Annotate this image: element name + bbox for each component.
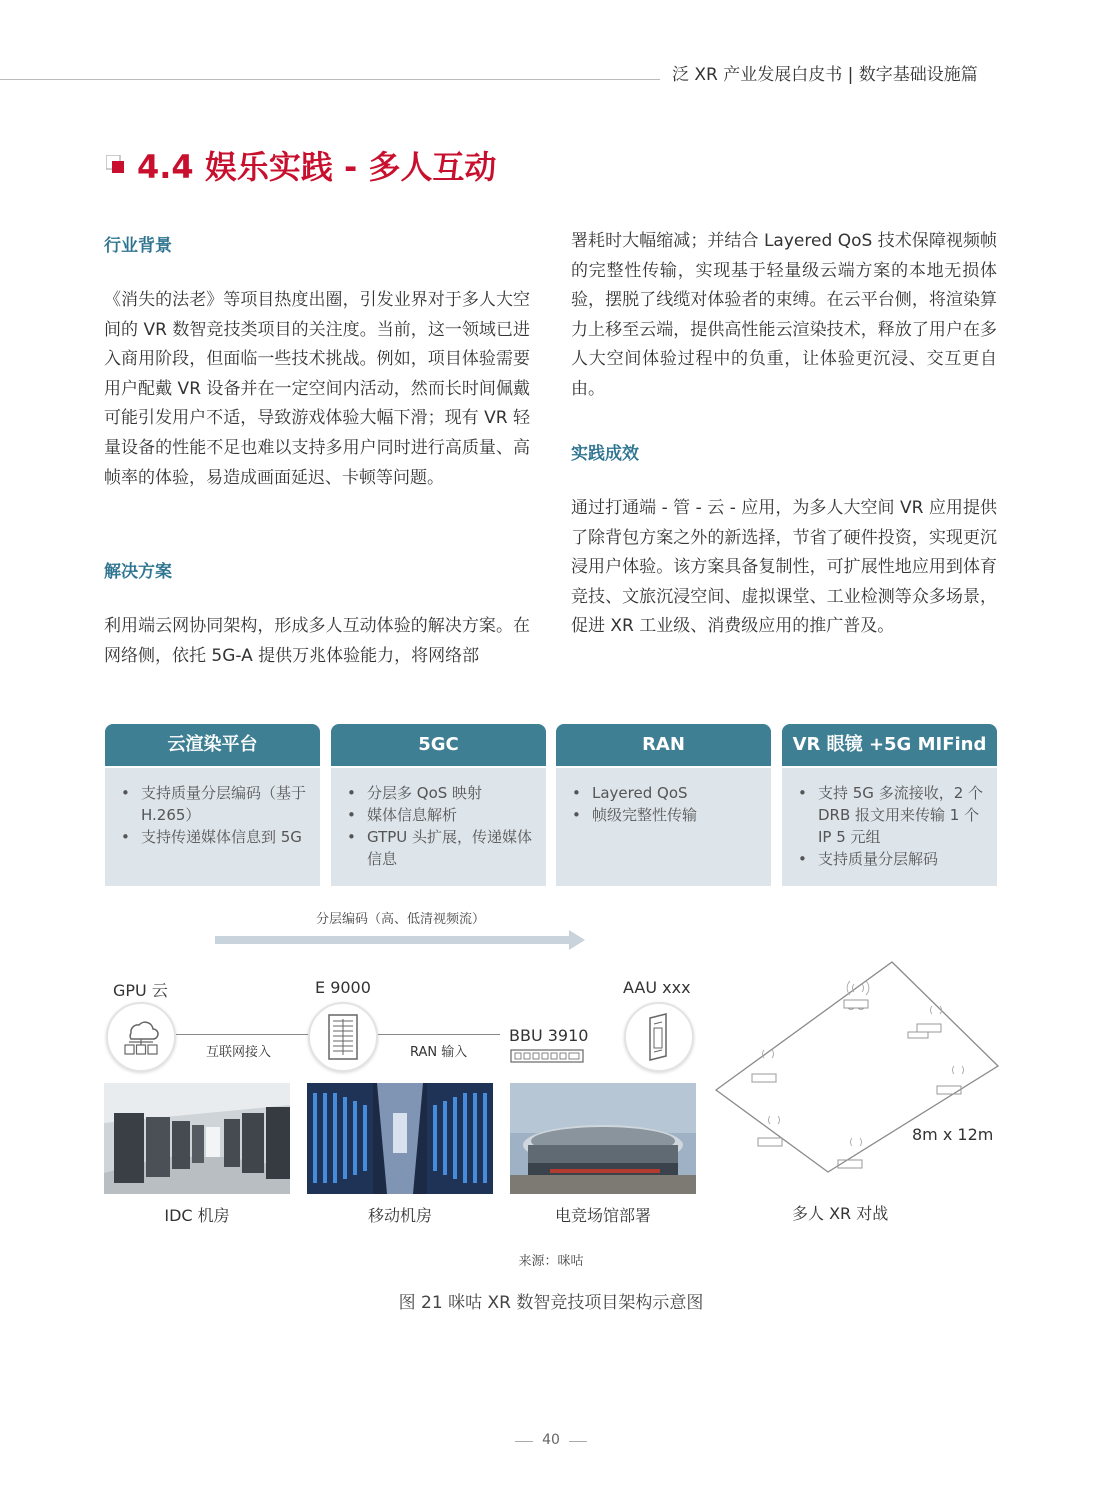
arena-size-label: 8m x 12m [912, 1125, 994, 1144]
link-label-internet: 互联网接入 [206, 1045, 272, 1060]
page-number-rule-right [569, 1441, 587, 1442]
bbu-device-icon [510, 1049, 584, 1063]
arch-box-title: RAN [556, 724, 771, 766]
photo-esports-arena [510, 1083, 696, 1194]
figure-caption: 图 21 咪咕 XR 数智竞技项目架构示意图 [398, 1293, 704, 1313]
arena-caption: 多人 XR 对战 [792, 1204, 889, 1223]
node-label-e9000: E 9000 [315, 978, 371, 997]
arch-box-title: VR 眼镜 +5G MIFind [782, 724, 997, 766]
arch-box-item: • 支持传递媒体信息到 5G [119, 826, 312, 848]
arch-box-title: 云渲染平台 [105, 724, 320, 766]
running-header: 泛 XR 产业发展白皮书 | 数字基础设施篇 [672, 65, 978, 85]
signal-icon [762, 981, 963, 1146]
heading-solution: 解决方案 [104, 562, 172, 582]
server-rack-icon [325, 1013, 361, 1061]
arch-box-item: • GTPU 头扩展，传递媒体信息 [345, 826, 538, 870]
arch-box-item: • 支持质量分层编码（基于 H.265） [119, 782, 312, 826]
arch-box-5gc [331, 724, 546, 884]
arch-box-ran [556, 724, 771, 884]
paragraph-background: 《消失的法老》等项目热度出圈，引发业界对于多人大空间的 VR 数智竞技类项目的关注度。当前，这一领域已进入商用阶段，但面临一些技术挑战。例如，项目体验需要用户配戴 VR 设备并在一定空间内活动，然而长时间佩戴可能引发用户不适，导致游戏体验大幅下滑；现有 VR 轻量设备的性能不足也难以支持多用户同时进行高质量、高帧率的体验，易造成画面延迟、卡顿等问题。 [104, 290, 530, 488]
arch-box-item: • 媒体信息解析 [345, 804, 538, 826]
arch-box-item: • 支持 5G 多流接收，2 个 DRB 报文用来传输 1 个 IP 5 元组 [796, 782, 989, 848]
arch-box-item: • 支持质量分层解码 [796, 848, 989, 870]
node-label-gpu-cloud: GPU 云 [113, 981, 168, 1000]
photo-mobile-room [307, 1083, 493, 1194]
link-internet [176, 1034, 308, 1035]
arch-box-cloud-render [105, 724, 320, 884]
arch-box-vr-glasses [782, 724, 997, 884]
heading-industry-background: 行业背景 [104, 236, 172, 256]
paragraph-solution: 利用端云网协同架构，形成多人互动体验的解决方案。在网络侧，依托 5G-A 提供万兆体验能力，将网络部 [104, 616, 530, 666]
photo-caption-arena: 电竞场馆部署 [554, 1206, 651, 1225]
link-ran-input [378, 1034, 500, 1035]
heading-results: 实践成效 [571, 444, 639, 464]
photo-caption-mobile: 移动机房 [367, 1206, 432, 1225]
photo-idc-room [104, 1083, 290, 1194]
paragraph-results: 通过打通端 - 管 - 云 - 应用，为多人大空间 VR 应用提供了除背包方案之外的新选择，节省了硬件投资，实现更沉浸用户体验。该方案具备复制性，可扩展性地应用到体育竞技、文旅沉浸空间、虚拟课堂、工业检测等众多场景，促进 XR 工业级、消费级应用的推广普及。 [571, 498, 997, 637]
figure-source: 来源：咪咕 [518, 1254, 584, 1269]
flow-arrow-icon [215, 928, 587, 952]
cloud-server-icon [119, 1015, 163, 1059]
link-label-ran-input: RAN 输入 [410, 1045, 468, 1060]
page-number: 40 [542, 1432, 560, 1448]
node-label-aau: AAU xxx [623, 978, 691, 997]
arch-box-title: 5GC [331, 724, 546, 766]
section-square-icon [106, 155, 126, 175]
paragraph-solution-cont: 署耗时大幅缩减；并结合 Layered QoS 技术保障视频帧的完整性传输，实现基于轻量级云端方案的本地无损体验，摆脱了线缆对体验者的束缚。在云平台侧，将渲染算力上移至云端，提供高性能云渲染技术，释放了用户在多人大空间体验过程中的负重，让体验更沉浸、交互更自由。 [571, 231, 997, 399]
antenna-unit-icon [644, 1012, 674, 1062]
arch-box-item: • Layered QoS [570, 782, 763, 804]
arrow-label: 分层编码（高、低清视频流） [316, 912, 486, 927]
node-label-bbu: BBU 3910 [509, 1026, 589, 1045]
arch-box-item: • 帧级完整性传输 [570, 804, 763, 826]
section-title: 4.4 娱乐实践 - 多人互动 [137, 148, 497, 186]
arch-box-item: • 分层多 QoS 映射 [345, 782, 538, 804]
aau-node [624, 1002, 694, 1072]
arena-diagram [712, 958, 1004, 1184]
e9000-node [308, 1002, 378, 1072]
gpu-cloud-node [106, 1002, 176, 1072]
header-rule [0, 79, 660, 80]
photo-caption-idc: IDC 机房 [164, 1206, 230, 1225]
